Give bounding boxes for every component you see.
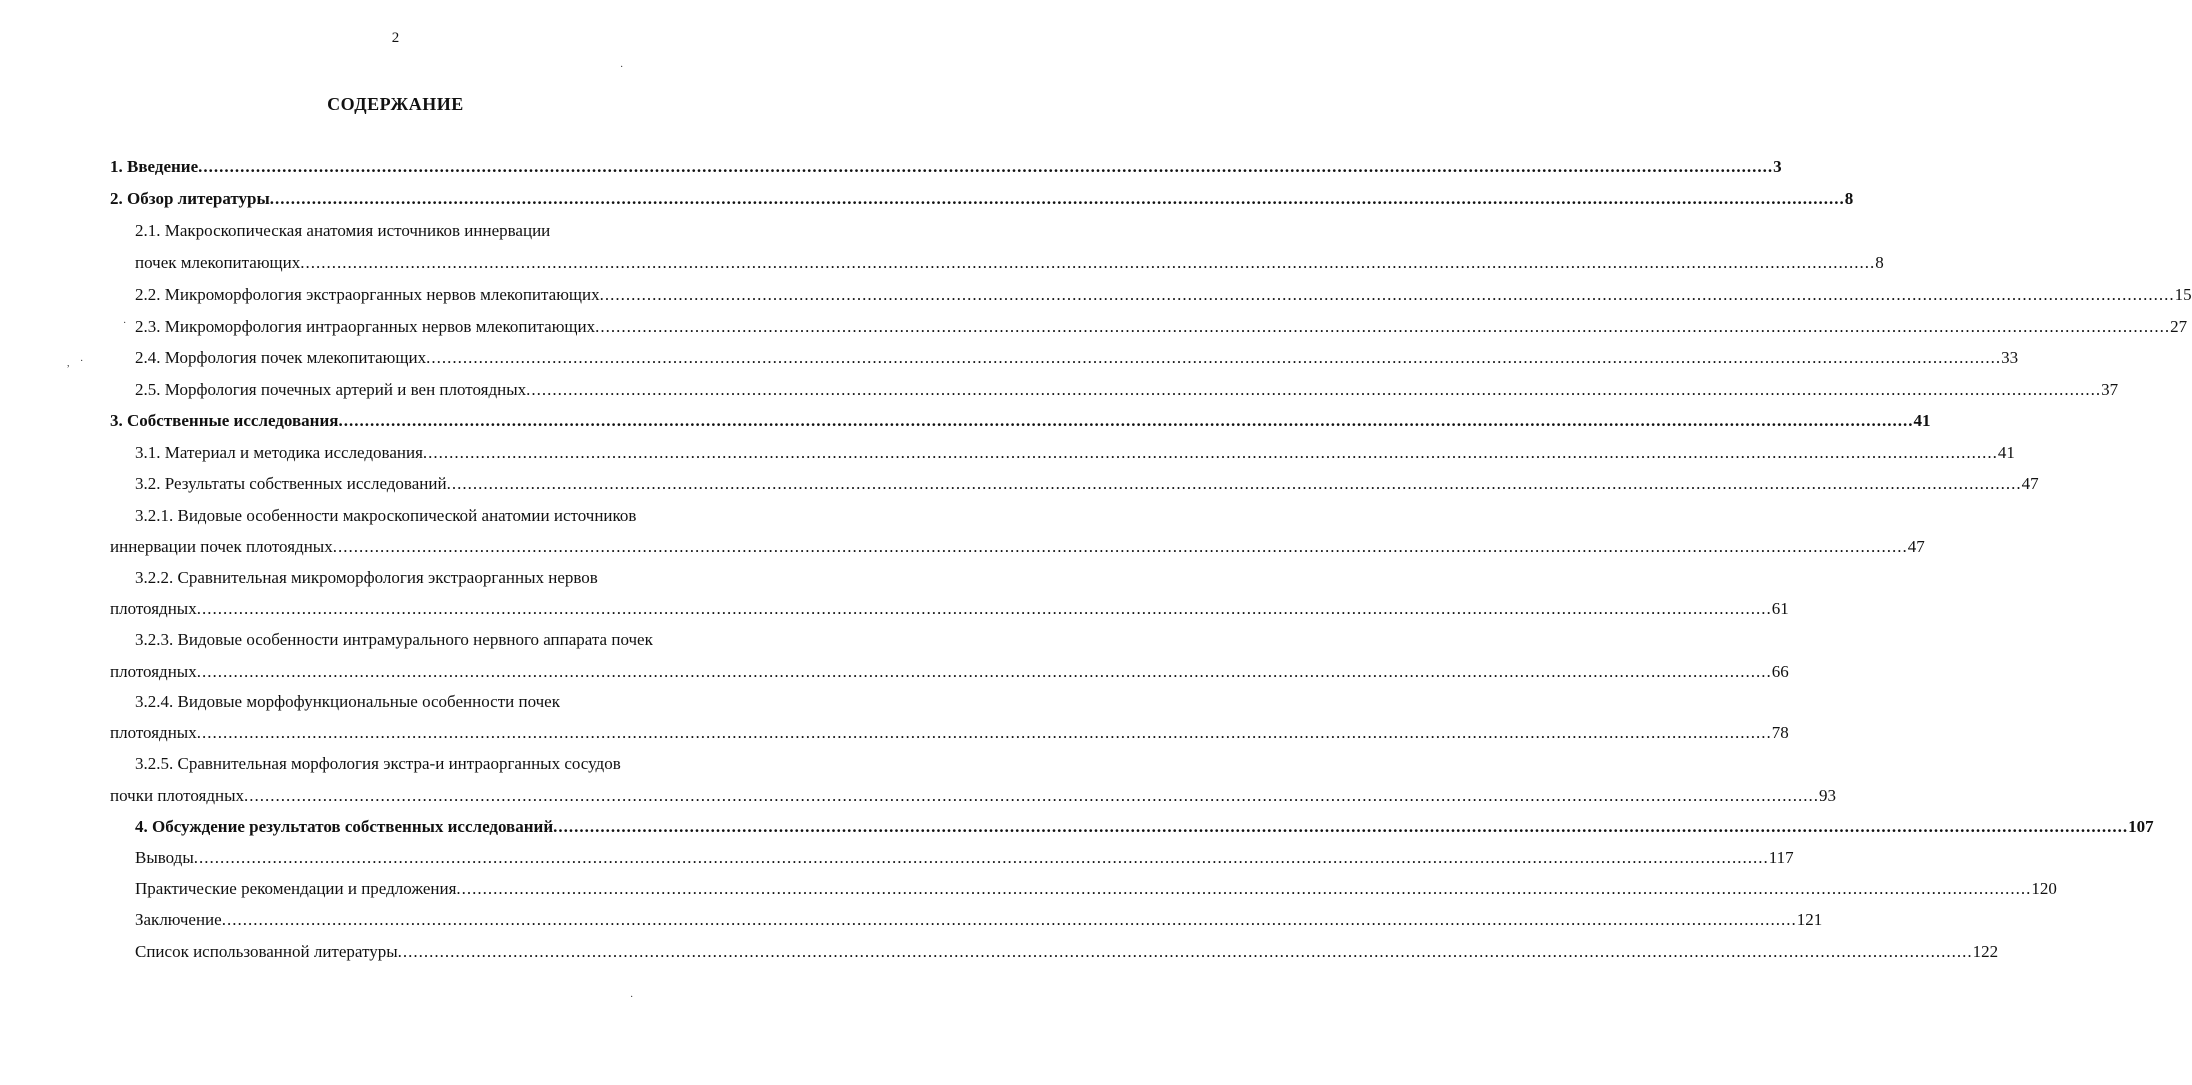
toc-entry-text: Заключение bbox=[135, 910, 222, 929]
toc-entry-text: 3. Собственные исследования bbox=[110, 411, 339, 430]
toc-entry-page: 117 bbox=[1768, 848, 1794, 867]
toc-entry-3-2-5[interactable]: почки плотоядных ............................................................................................................................................................................................................................................................................................................ 93 bbox=[110, 784, 730, 808]
toc-entry-literature-review[interactable]: 2. Обзор литературы ............................................................................................................................................................................................................................................................................................................ 8 bbox=[110, 187, 730, 211]
page-title: СОДЕРЖАНИЕ bbox=[327, 94, 464, 114]
toc-entry-3-2-3[interactable]: плотоядных ............................................................................................................................................................................................................................................................................................................ 66 bbox=[110, 660, 735, 684]
toc-entry-text: 4. Обсуждение результатов собственных исследований bbox=[135, 817, 554, 836]
toc-entry-2-4[interactable]: 2.4. Морфология почек млекопитающих ............................................................................................................................................................................................................................................................................................................ 33 bbox=[135, 346, 735, 370]
toc-entry-3-2-1-line1: 3.2.1. Видовые особенности макроскопической анатомии источников bbox=[135, 506, 637, 525]
toc-entry-text: почки плотоядных bbox=[110, 786, 245, 805]
toc-entry-2-2[interactable]: 2.2. Микроморфология экстраорганных нервов млекопитающих ............................................................................................................................................................................................................................................................................................................ 15 bbox=[135, 283, 735, 307]
toc-entry-2-3[interactable]: 2.3. Микроморфология интраорганных нервов млекопитающих ............................................................................................................................................................................................................................................................................................................ 27 bbox=[135, 315, 735, 339]
toc-entry-3-2-5-line1: 3.2.5. Сравнительная морфология экстра-и интраорганных сосудов bbox=[135, 754, 621, 773]
toc-entry-page: 47 bbox=[1907, 537, 1925, 556]
toc-entry-text: 2. Обзор литературы bbox=[110, 189, 270, 208]
toc-entry-page: 61 bbox=[1771, 599, 1789, 618]
toc-entry-text: 2.3. Микроморфология интраорганных нервов млекопитающих bbox=[135, 317, 596, 336]
toc-entry-3-2-4[interactable]: плотоядных ............................................................................................................................................................................................................................................................................................................ 78 bbox=[110, 721, 735, 745]
toc-entry-text: 2.5. Морфология почечных артерий и вен плотоядных bbox=[135, 380, 527, 399]
toc-entry-page: 37 bbox=[2101, 380, 2119, 399]
toc-entry-references[interactable]: Список использованной литературы ............................................................................................................................................................................................................................................................................................................ 122 bbox=[135, 940, 735, 964]
toc-entry-3-2-4-line1: 3.2.4. Видовые морфофункциональные особенности почек bbox=[135, 692, 560, 711]
toc-entry-discussion[interactable]: 4. Обсуждение результатов собственных исследований ............................................................................................................................................................................................................................................................................................................ 107 bbox=[135, 815, 735, 839]
toc-entry-2-1-line1: 2.1. Макроскопическая анатомия источников иннервации bbox=[135, 221, 551, 240]
toc-entry-page: 41 bbox=[1913, 411, 1931, 430]
scan-speck: , bbox=[67, 358, 70, 369]
toc-entry-recommendations[interactable]: Практические рекомендации и предложения ............................................................................................................................................................................................................................................................................................................ 120 bbox=[135, 877, 735, 901]
toc-entry-3-1[interactable]: 3.1. Материал и методика исследования ............................................................................................................................................................................................................................................................................................................ 41 bbox=[135, 441, 740, 465]
toc-entry-own-research[interactable]: 3. Собственные исследования ............................................................................................................................................................................................................................................................................................................ 41 bbox=[110, 409, 740, 433]
toc-entry-summary[interactable]: Заключение ............................................................................................................................................................................................................................................................................................................ 121 bbox=[135, 908, 735, 932]
scan-speck: · bbox=[620, 62, 624, 73]
toc-entry-text: 3.2. Результаты собственных исследований bbox=[135, 474, 447, 493]
toc-entry-2-5[interactable]: 2.5. Морфология почечных артерий и вен плотоядных ............................................................................................................................................................................................................................................................................................................ 37 bbox=[135, 378, 735, 402]
toc-entry-text: плотоядных bbox=[110, 599, 197, 618]
toc-entry-page: 8 bbox=[1875, 253, 1884, 272]
toc-entry-page: 33 bbox=[2001, 348, 2019, 367]
toc-entry-text: плотоядных bbox=[110, 662, 197, 681]
scan-speck: · bbox=[630, 992, 634, 1003]
toc-entry-page: 121 bbox=[1796, 910, 1823, 929]
toc-entry-page: 27 bbox=[2170, 317, 2188, 336]
toc-entry-page: 120 bbox=[2031, 879, 2057, 898]
toc-entry-text: 2.2. Микроморфология экстраорганных нервов млекопитающих bbox=[135, 285, 600, 304]
toc-entry-text: Выводы bbox=[135, 848, 194, 867]
toc-entry-page: 122 bbox=[1972, 942, 1999, 961]
scan-speck: · bbox=[123, 318, 127, 329]
toc-entry-page: 8 bbox=[1844, 189, 1854, 208]
toc-entry-3-2-1[interactable]: иннервации почек плотоядных ............................................................................................................................................................................................................................................................................................................ 47 bbox=[110, 535, 740, 559]
toc-entry-page: 15 bbox=[2174, 285, 2192, 304]
toc-entry-text: Практические рекомендации и предложения bbox=[135, 879, 457, 898]
toc-entry-page: 66 bbox=[1771, 662, 1789, 681]
toc-entry-page: 3 bbox=[1773, 157, 1782, 176]
toc-entry-3-2-2-line1: 3.2.2. Сравнительная микроморфология экстраорганных нервов bbox=[135, 568, 598, 587]
toc-entry-text: почек млекопитающих bbox=[135, 253, 301, 272]
scan-speck: · bbox=[80, 356, 84, 367]
toc-entry-page: 93 bbox=[1819, 786, 1837, 805]
toc-entry-page: 41 bbox=[1997, 443, 2015, 462]
toc-entry-text: 1. Введение bbox=[110, 157, 199, 176]
toc-entry-page: 47 bbox=[2021, 474, 2039, 493]
toc-entry-text: плотоядных bbox=[110, 723, 197, 742]
page-number: 2 bbox=[391, 30, 400, 46]
toc-entry-text: 2.4. Морфология почек млекопитающих bbox=[135, 348, 427, 367]
toc-entry-3-2-3-line1: 3.2.3. Видовые особенности интрамурального нервного аппарата почек bbox=[135, 630, 653, 649]
toc-entry-2-1[interactable]: почек млекопитающих ............................................................................................................................................................................................................................................................................................................ 8 bbox=[135, 251, 730, 275]
toc-entry-text: 3.1. Материал и методика исследования bbox=[135, 443, 423, 462]
toc-entry-3-2[interactable]: 3.2. Результаты собственных исследований ............................................................................................................................................................................................................................................................................................................ 47 bbox=[135, 472, 740, 496]
toc-entry-introduction[interactable]: 1. Введение ............................................................................................................................................................................................................................................................................................................ 3 bbox=[110, 155, 740, 179]
toc-entry-3-2-2[interactable]: плотоядных ............................................................................................................................................................................................................................................................................................................ 61 bbox=[110, 597, 735, 621]
toc-entry-conclusions[interactable]: Выводы ............................................................................................................................................................................................................................................................................................................ 117 bbox=[135, 846, 735, 870]
toc-entry-text: Список использованной литературы bbox=[135, 942, 398, 961]
toc-entry-page: 107 bbox=[2128, 817, 2154, 836]
toc-entry-text: иннервации почек плотоядных bbox=[110, 537, 333, 556]
toc-entry-page: 78 bbox=[1771, 723, 1789, 742]
